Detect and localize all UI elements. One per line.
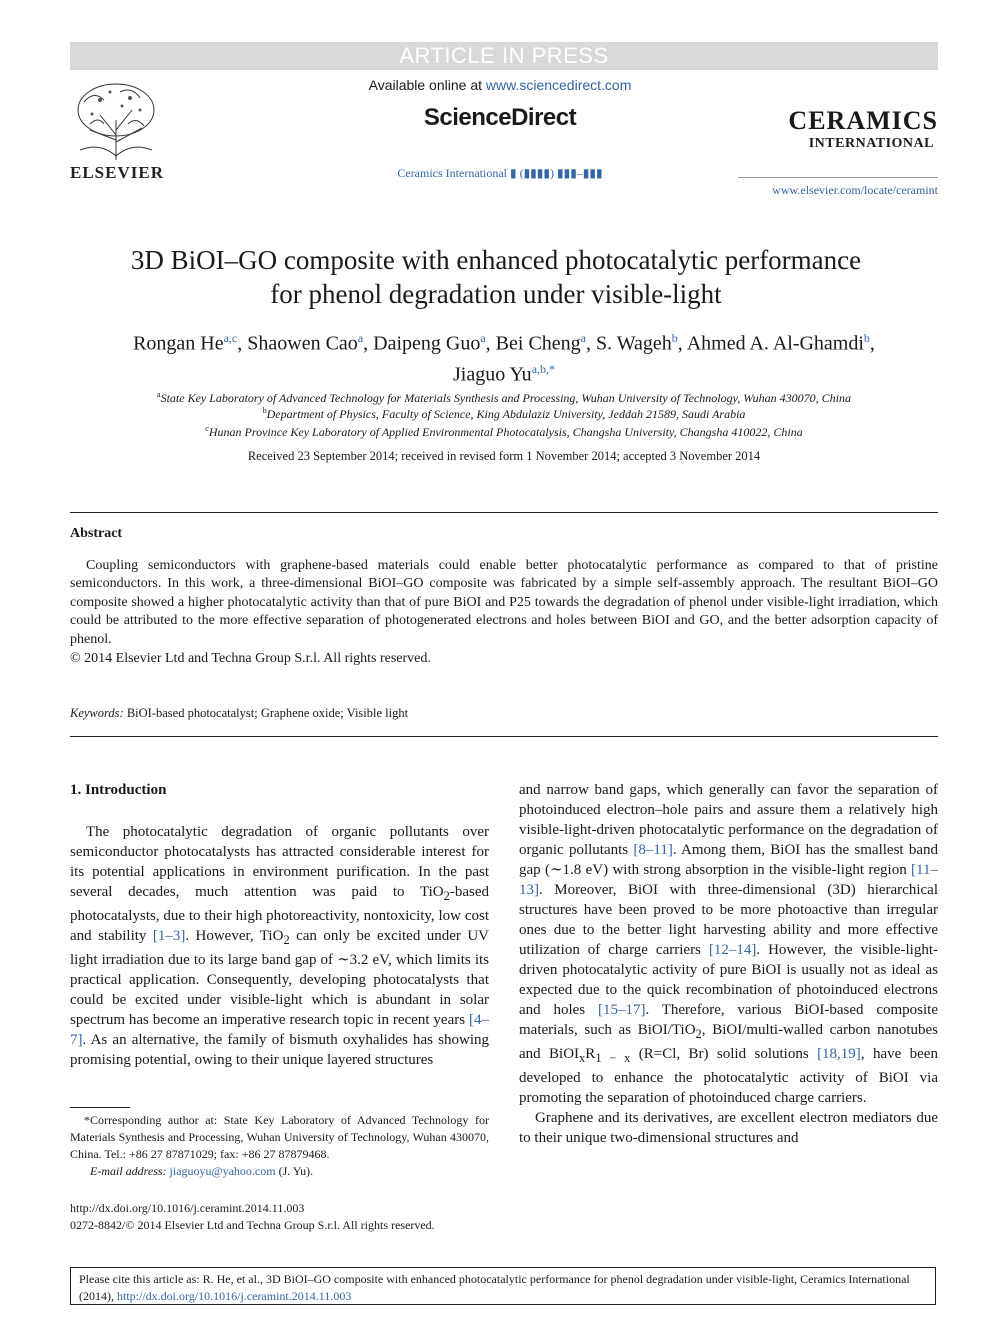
text-run: The photocatalytic degradation of organic pollutants over semiconductor photocatalysts has attracted considerable interest for its potential applications in environment purification. In the past several decades, much attention was paid to TiO — [70, 824, 489, 900]
affil-sup: c — [205, 424, 209, 433]
email-suffix: (J. Yu). — [275, 1164, 314, 1178]
abstract-top-rule — [70, 512, 938, 513]
reference-link[interactable]: [12–14] — [708, 942, 757, 958]
abstract-heading: Abstract — [70, 526, 123, 541]
reference-link[interactable]: [8–11] — [633, 842, 673, 858]
author: Bei Cheng — [495, 332, 581, 355]
keywords-list: BiOI-based photocatalyst; Graphene oxide; Visible light — [123, 706, 409, 720]
available-prefix: Available online at — [368, 77, 486, 93]
sciencedirect-link[interactable]: www.sciencedirect.com — [485, 77, 632, 93]
abstract-copyright: © 2014 Elsevier Ltd and Techna Group S.r.l. All rights reserved. — [70, 651, 431, 666]
reference-link[interactable]: [4–7] — [70, 1012, 489, 1048]
author-affil-sup[interactable]: a — [480, 331, 486, 345]
text-run: . As an alternative, the family of bismuth oxyhalides has showing promising potential, owing to their unique layered structures — [70, 1032, 489, 1068]
affiliation-b — [70, 406, 938, 422]
citation-doi-link[interactable]: http://dx.doi.org/10.1016/j.ceramint.2014.11.003 — [117, 1289, 352, 1303]
footnote-email — [70, 1163, 489, 1180]
section-heading-introduction: 1. Introduction — [70, 782, 167, 798]
footnote-text — [70, 1112, 489, 1163]
keywords-label: Keywords: — [70, 706, 124, 720]
author-affil-sup[interactable]: a — [357, 331, 364, 345]
author: Ahmed A. Al-Ghamdi — [686, 332, 864, 355]
affil-text: Hunan Province Key Laboratory of Applied Environmental Photocatalysis, Changsha University, Changsha 410022, China — [208, 425, 803, 439]
ceramics-logo-line2: INTERNATIONAL — [808, 136, 934, 151]
author: Jiaguo Yu — [452, 363, 532, 386]
affil-sup: a — [157, 390, 161, 399]
affiliation-a — [70, 390, 938, 406]
text-run: . Therefore, various BiOI-based composite materials, such as BiOI/TiO — [519, 1002, 939, 1038]
subscript: 2 — [695, 1027, 702, 1041]
article-in-press-banner: ARTICLE IN PRESS — [70, 42, 938, 70]
received-dates: Received 23 September 2014; received in revised form 1 November 2014; accepted 3 November 2014 — [247, 449, 761, 463]
author-affil-sup[interactable]: b — [671, 331, 678, 345]
journal-url-link[interactable]: www.elsevier.com/locate/ceramint — [772, 183, 938, 197]
ceramics-logo-line1: CERAMICS — [788, 106, 938, 135]
journal-citation-line[interactable]: Ceramics International ▮ (▮▮▮▮) ▮▮▮–▮▮▮ — [397, 166, 603, 180]
left-column — [70, 822, 489, 1070]
citation-box — [70, 1267, 936, 1305]
text-run: can only be excited under UV light irradiation due to its large band gap of ∼3.2 eV, which limits its practical application. Consequently, developing photocatalysts that could be excited under visible-light which is abundant in solar spectrum has become an imperative research topic in recent years — [70, 928, 489, 1028]
issn-text: 0272-8842/© 2014 Elsevier Ltd and Techna Group S.r.l. All rights reserved. — [70, 1218, 435, 1232]
text-run: . Moreover, BiOI with three-dimensional (3D) hierarchical structures have been proved to be more photoactive than irregular ones due to the better light harvesting ability and more effective utilization of charge carriers — [519, 882, 938, 958]
text-run: . However, the visible-light-driven photocatalytic activity of pure BiOI is usually not as ideal as expected due to the quick recombination of photoinduced electrons and holes — [519, 942, 938, 1018]
text-run: . However, TiO — [185, 928, 284, 944]
intro-paragraph-1 — [70, 822, 489, 1070]
right-column — [519, 780, 938, 1148]
footnote-rule — [70, 1107, 130, 1108]
author-list: Rongan He$^{a,c}$, Shaowen Cao$^a$, Daipeng Guo$^a$, Bei Cheng$^a$, S. Wageh$^b$, Ahmed A. Al-Ghamdi$^b$, Jiaguo $Yu^{a,b,*}$ — [133, 331, 875, 386]
intro-paragraph-2: Graphene and its derivatives, are excellent electron mediators due to their unique two-dimensional structures and — [519, 1110, 938, 1146]
text-run: (R=Cl, Br) solid solutions — [630, 1046, 818, 1062]
intro-paragraph-1-cont — [519, 780, 938, 1108]
title-line-2: for phenol degradation under visible-light — [270, 279, 722, 309]
doi-block — [70, 1200, 435, 1234]
affil-text: Department of Physics, Faculty of Science, King Abdulaziz University, Jeddah 21589, Saudi Arabia — [266, 407, 746, 421]
affil-text: State Key Laboratory of Advanced Technology for Materials Synthesis and Processing, Wuhan University of Technology, Wuhan 430070, China — [160, 391, 851, 405]
text-run: R — [585, 1046, 596, 1062]
reference-link[interactable]: [18,19] — [817, 1046, 861, 1062]
text-run: . Among them, BiOI has the smallest band gap (∼1.8 eV) with strong absorption in the visible-light region — [519, 842, 938, 878]
affiliation-c — [70, 424, 938, 440]
title-line-1: 3D BiOI–GO composite with enhanced photocatalytic performance — [130, 245, 862, 275]
abstract-text: Coupling semiconductors with graphene-based materials could enable better photocatalytic performance as compared to that of pristine semiconductors. In this work, a three-dimensional BiOI–GO composite was fabricated by a simple self-assembly approach. The resultant BiOI–GO composite showed a higher photocatalytic activity than that of pure BiOI and P25 towards the degradation of phenol under visible-light irradiation, which could be attributed to the more effective separation of photogenerated electrons and holes between BiOI and GO, and the better adsorption capacity of phenol. — [70, 558, 938, 647]
text-run: and narrow band gaps, which generally can favor the separation of photoinduced electron–hole pairs and assure them a relatively high visible-light-driven photocatalytic performance on the degradation of organic pollutants — [519, 782, 938, 858]
author: Daipeng Guo — [373, 332, 481, 355]
affil-sup: b — [262, 406, 267, 415]
text-run: , BiOI/multi-walled carbon nanotubes and BiOI — [519, 1022, 938, 1062]
available-online — [300, 77, 700, 93]
reference-link[interactable]: [1–3] — [152, 928, 186, 944]
email-label: E-mail address: — [90, 1164, 170, 1178]
subscript: 2 — [443, 889, 450, 903]
text-run: -based photocatalysts, due to their high photoreactivity, nontoxicity, low cost and stability — [70, 884, 489, 944]
subscript: 2 — [283, 933, 290, 947]
corresponding-author-footnote — [70, 1112, 489, 1180]
footnote-star: * — [84, 1113, 90, 1127]
subscript: x — [579, 1051, 586, 1065]
author: S. Wageh — [596, 332, 672, 355]
email-link[interactable]: jiaguoyu@yahoo.com — [169, 1164, 276, 1178]
doi-text[interactable]: http://dx.doi.org/10.1016/j.ceramint.2014.11.003 — [70, 1201, 305, 1215]
subscript: 1 − x — [595, 1051, 631, 1065]
citation-text: Please cite this article as: R. He, et al., 3D BiOI–GO composite with enhanced photocatalytic performance for phenol degradation under visible-light, Ceramics International (2014), — [79, 1272, 910, 1303]
footnote-body: Corresponding author at: State Key Laboratory of Advanced Technology for Materials Synthesis and Processing, Wuhan University of Technology, Wuhan 430070, China. Tel.: +86 27 87871029; fax: +86 27 87879468. — [70, 1113, 489, 1161]
keywords — [70, 706, 408, 721]
author-affil-sup[interactable]: a — [580, 331, 586, 345]
author-affil-sup[interactable]: a,c — [223, 331, 238, 345]
elsevier-wordmark: ELSEVIER — [70, 163, 164, 182]
text-run: , have been developed to enhance the photocatalytic activity of BiOI via promoting the separation of photoinduced charge carriers. — [519, 1046, 938, 1106]
author: Shaowen Cao — [247, 332, 358, 355]
keywords-bottom-rule — [70, 736, 938, 737]
reference-link[interactable]: [11–13] — [519, 862, 938, 898]
header-divider — [738, 177, 938, 178]
article-title — [100, 243, 892, 311]
reference-link[interactable]: [15–17] — [597, 1002, 646, 1018]
author: Rongan He — [133, 332, 224, 355]
author-affil-sup[interactable]: b — [863, 331, 870, 345]
author-affil-sup[interactable]: a,b,* — [531, 361, 556, 376]
sciencedirect-logo: ScienceDirect — [423, 104, 577, 131]
